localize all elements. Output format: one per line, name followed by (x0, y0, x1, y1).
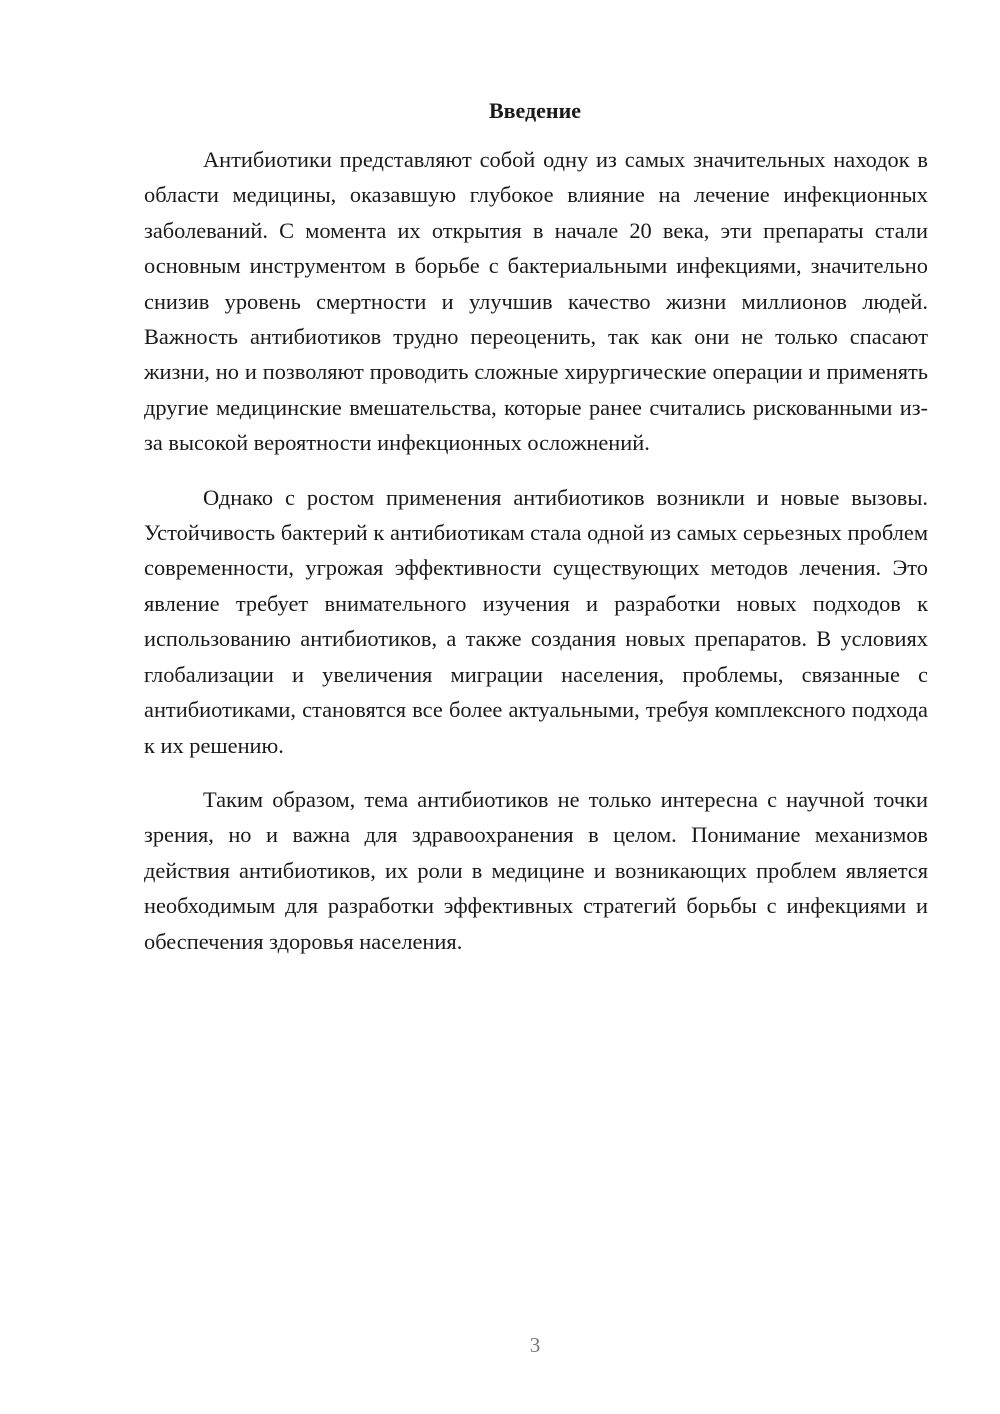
paragraph-2: Однако с ростом применения антибиотиков возникли и новые вызовы. Устойчивость бактерий к антибиотикам стала одной из самых серьезных проблем современности, угрожая эффективности существующих методов лечения. Это явление требует внимательного изучения и разработки новых подходов к использованию антибиотиков, а также создания новых препаратов. В условиях глобализации и увеличения миграции населения, проблемы, связанные с антибиотиками, становятся все более актуальными, требуя комплексного подхода к их решению. (144, 484, 928, 758)
body-text (144, 142, 928, 978)
paragraph-1: Антибиотики представляют собой одну из самых значительных находок в области медицины, оказавшую глубокое влияние на лечение инфекционных заболеваний. С момента их открытия в начале 20 века, эти препараты стали основным инструментом в борьбе с бактериальными инфекциями, значительно снизив уровень смертности и улучшив качество жизни миллионов людей. Важность антибиотиков трудно переоценить, так как они не только спасают жизни, но и позволяют проводить сложные хирургические операции и применять другие медицинские вмешательства, которые ранее считались рискованными из-за высокой вероятности инфекционных осложнений. (144, 147, 928, 456)
page-number: 3 (529, 1333, 541, 1357)
section-title: Введение (488, 98, 582, 123)
paragraph-3: Таким образом, тема антибиотиков не только интересна с научной точки зрения, но и важна для здравоохранения в целом. Понимание механизмов действия антибиотиков, их роли в медицине и возникающих проблем является необходимым для разработки эффективных стратегий борьбы с инфекциями и обеспечения здоровья населения. (144, 786, 928, 954)
